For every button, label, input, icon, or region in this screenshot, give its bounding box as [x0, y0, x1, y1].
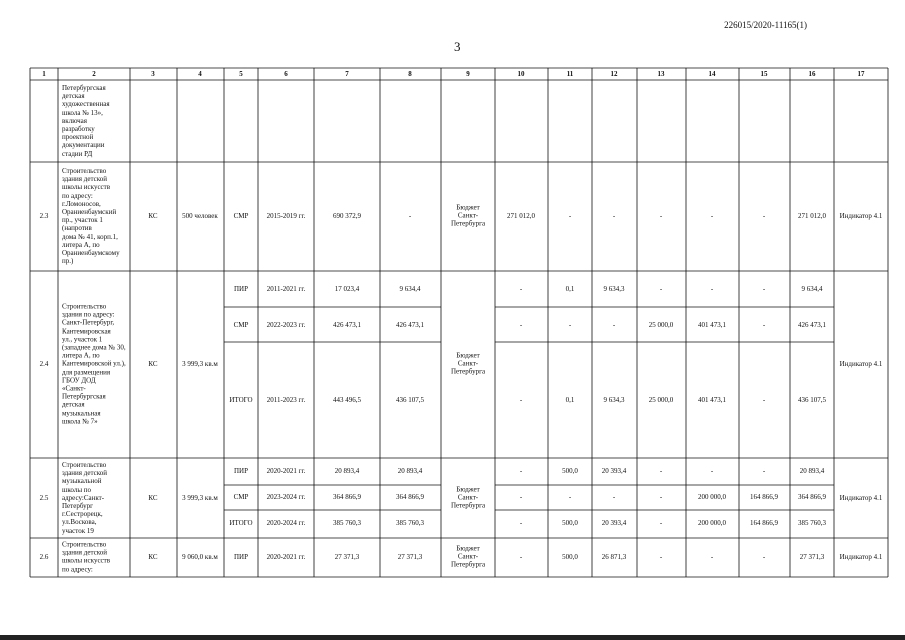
column-header: 7 — [345, 69, 349, 78]
cell-col15: 164 866,9 — [750, 518, 778, 527]
cell-col8: - — [408, 211, 412, 220]
indicator: Индикатор 4.1 — [839, 211, 883, 220]
total-cost: 27 371,3 — [334, 552, 360, 561]
cell-col10: 271 012,0 — [507, 211, 535, 220]
cell-col8: 27 371,3 — [397, 552, 423, 561]
cell-col15: - — [762, 395, 766, 404]
cell-col15: 164 866,9 — [750, 492, 778, 501]
cell-col13: - — [659, 466, 663, 475]
cell-col11: 0,1 — [565, 284, 575, 293]
cell-col16: 27 371,3 — [799, 552, 825, 561]
cell-col12: - — [612, 320, 616, 329]
cell-col15: - — [762, 284, 766, 293]
object-kind: КС — [148, 359, 158, 368]
cell-col15: - — [762, 466, 766, 475]
cell-col14: - — [710, 552, 714, 561]
cell-col13: - — [659, 492, 663, 501]
total-cost: 443 496,5 — [333, 395, 361, 404]
cell-col10: - — [519, 518, 523, 527]
cell-col8: 20 893,4 — [397, 466, 423, 475]
object-name: Строительство здания детской музыкальной школы по адресу:Санкт- Петербург г.Сестрорецк, ул.Воскова, участок 19 — [62, 461, 107, 535]
object-kind: КС — [148, 211, 158, 220]
cell-col12: 9 634,3 — [603, 284, 625, 293]
cell-col14: - — [710, 211, 714, 220]
cell-col13: 25 000,0 — [648, 320, 674, 329]
object-name: Строительство здания детской школы искусств по адресу: г.Ломоносов, Ораниенбаумский пр., участок 1 (напротив дома № 41, корп.1, литера А, по Ораниенбаумскому пр.) — [62, 166, 120, 266]
column-header: 1 — [42, 69, 46, 78]
total-cost: 426 473,1 — [333, 320, 361, 329]
total-cost: 690 372,9 — [333, 211, 361, 220]
cell-col10: - — [519, 466, 523, 475]
funding-source: Бюджет Санкт- Петербурга — [450, 544, 486, 570]
cell-col14: - — [710, 466, 714, 475]
stage: СМР — [233, 320, 249, 329]
column-header: 5 — [239, 69, 243, 78]
capacity: 500 человек — [182, 211, 218, 220]
indicator: Индикатор 4.1 — [839, 493, 883, 502]
total-cost: 385 760,3 — [333, 518, 361, 527]
cell-col15: - — [762, 552, 766, 561]
object-name: Строительство здания по адресу: Санкт-Петербург, Кантемировская ул., участок 1 (западнее дома № 30, литера А, по Кантемировской ул.), для размещения ГБОУ ДОД «Санкт- Петербургская детская музыкальная школа № 7» — [62, 302, 126, 426]
object-kind: КС — [148, 493, 158, 502]
row-number: 2.5 — [39, 493, 49, 502]
object-kind: КС — [148, 552, 158, 561]
cell-col14: 200 000,0 — [698, 518, 726, 527]
column-header: 4 — [198, 69, 202, 78]
cell-col14: - — [710, 284, 714, 293]
scan-bottom-edge — [0, 635, 905, 640]
capacity: 9 060,0 кв.м — [182, 552, 218, 561]
cell-col15: - — [762, 320, 766, 329]
stage: ПИР — [233, 466, 249, 475]
indicator: Индикатор 4.1 — [839, 359, 883, 368]
cell-col11: 500,0 — [562, 466, 578, 475]
cell-col11: 0,1 — [565, 395, 575, 404]
cell-col10: - — [519, 395, 523, 404]
cell-col16: 271 012,0 — [798, 211, 826, 220]
cell-col12: 20 393,4 — [601, 518, 627, 527]
cell-col8: 426 473,1 — [396, 320, 424, 329]
cell-col11: - — [568, 320, 572, 329]
column-header: 16 — [808, 69, 816, 78]
cell-col12: 26 871,3 — [601, 552, 627, 561]
cell-col14: 401 473,1 — [698, 395, 726, 404]
cell-col16: 385 760,3 — [798, 518, 826, 527]
cell-col12: - — [612, 211, 616, 220]
column-header: 6 — [284, 69, 288, 78]
stage: ПИР — [233, 552, 249, 561]
cell-col8: 9 634,4 — [399, 284, 421, 293]
cell-col11: - — [568, 492, 572, 501]
capacity: 3 999,3 кв.м — [182, 493, 218, 502]
total-cost: 364 866,9 — [333, 492, 361, 501]
cell-col11: - — [568, 211, 572, 220]
period: 2011-2021 гг. — [266, 284, 306, 293]
period: 2022-2023 гг. — [266, 320, 306, 329]
indicator: Индикатор 4.1 — [839, 552, 883, 561]
period: 2011-2023 гг. — [266, 395, 306, 404]
total-cost: 17 023,4 — [334, 284, 360, 293]
cell-col16: 436 107,5 — [798, 395, 826, 404]
cell-col12: - — [612, 492, 616, 501]
document-number: 226015/2020-11165(1) — [724, 20, 807, 30]
funding-source: Бюджет Санкт- Петербурга — [450, 485, 486, 511]
column-header: 12 — [610, 69, 618, 78]
cell-col14: 401 473,1 — [698, 320, 726, 329]
cell-col10: - — [519, 552, 523, 561]
stage: ИТОГО — [229, 518, 253, 527]
cell-col10: - — [519, 492, 523, 501]
column-header: 11 — [566, 69, 574, 78]
funding-source: Бюджет Санкт- Петербурга — [450, 351, 486, 377]
object-name: Петербургская детская художественная школа № 13», включая разработку проектной документации стадии РД — [62, 84, 110, 158]
cell-col12: 20 393,4 — [601, 466, 627, 475]
object-name: Строительство здания детской школы искусств по адресу: — [62, 540, 111, 574]
cell-col16: 364 866,9 — [798, 492, 826, 501]
row-number: 2.3 — [39, 211, 49, 220]
cell-col13: 25 000,0 — [648, 395, 674, 404]
cell-col11: 500,0 — [562, 552, 578, 561]
column-header: 17 — [857, 69, 865, 78]
column-header: 9 — [466, 69, 470, 78]
cell-col10: - — [519, 320, 523, 329]
column-header: 8 — [408, 69, 412, 78]
cell-col11: 500,0 — [562, 518, 578, 527]
cell-col13: - — [659, 552, 663, 561]
cell-col13: - — [659, 211, 663, 220]
capacity: 3 999,3 кв.м — [182, 359, 218, 368]
stage: ИТОГО — [229, 395, 253, 404]
column-header: 15 — [760, 69, 768, 78]
period: 2020-2021 гг. — [266, 552, 306, 561]
stage: СМР — [233, 492, 249, 501]
cell-col8: 364 866,9 — [396, 492, 424, 501]
cell-col13: - — [659, 284, 663, 293]
total-cost: 20 893,4 — [334, 466, 360, 475]
column-header: 14 — [708, 69, 716, 78]
stage: СМР — [233, 211, 249, 220]
period: 2023-2024 гг. — [266, 492, 306, 501]
column-header: 13 — [657, 69, 665, 78]
page-number: 3 — [454, 39, 461, 54]
cell-col12: 9 634,3 — [603, 395, 625, 404]
cell-col16: 9 634,4 — [801, 284, 823, 293]
cell-col16: 426 473,1 — [798, 320, 826, 329]
stage: ПИР — [233, 284, 249, 293]
cell-col13: - — [659, 518, 663, 527]
cell-col15: - — [762, 211, 766, 220]
cell-col8: 436 107,5 — [396, 395, 424, 404]
period: 2015-2019 гг. — [266, 211, 306, 220]
column-header: 2 — [92, 69, 96, 78]
funding-source: Бюджет Санкт- Петербурга — [450, 203, 486, 229]
cell-col14: 200 000,0 — [698, 492, 726, 501]
column-header: 10 — [517, 69, 525, 78]
column-header: 3 — [151, 69, 155, 78]
cell-col16: 20 893,4 — [799, 466, 825, 475]
row-number: 2.4 — [39, 359, 49, 368]
cell-col8: 385 760,3 — [396, 518, 424, 527]
period: 2020-2021 гг. — [266, 466, 306, 475]
period: 2020-2024 гг. — [266, 518, 306, 527]
cell-col10: - — [519, 284, 523, 293]
row-number: 2.6 — [39, 552, 49, 561]
